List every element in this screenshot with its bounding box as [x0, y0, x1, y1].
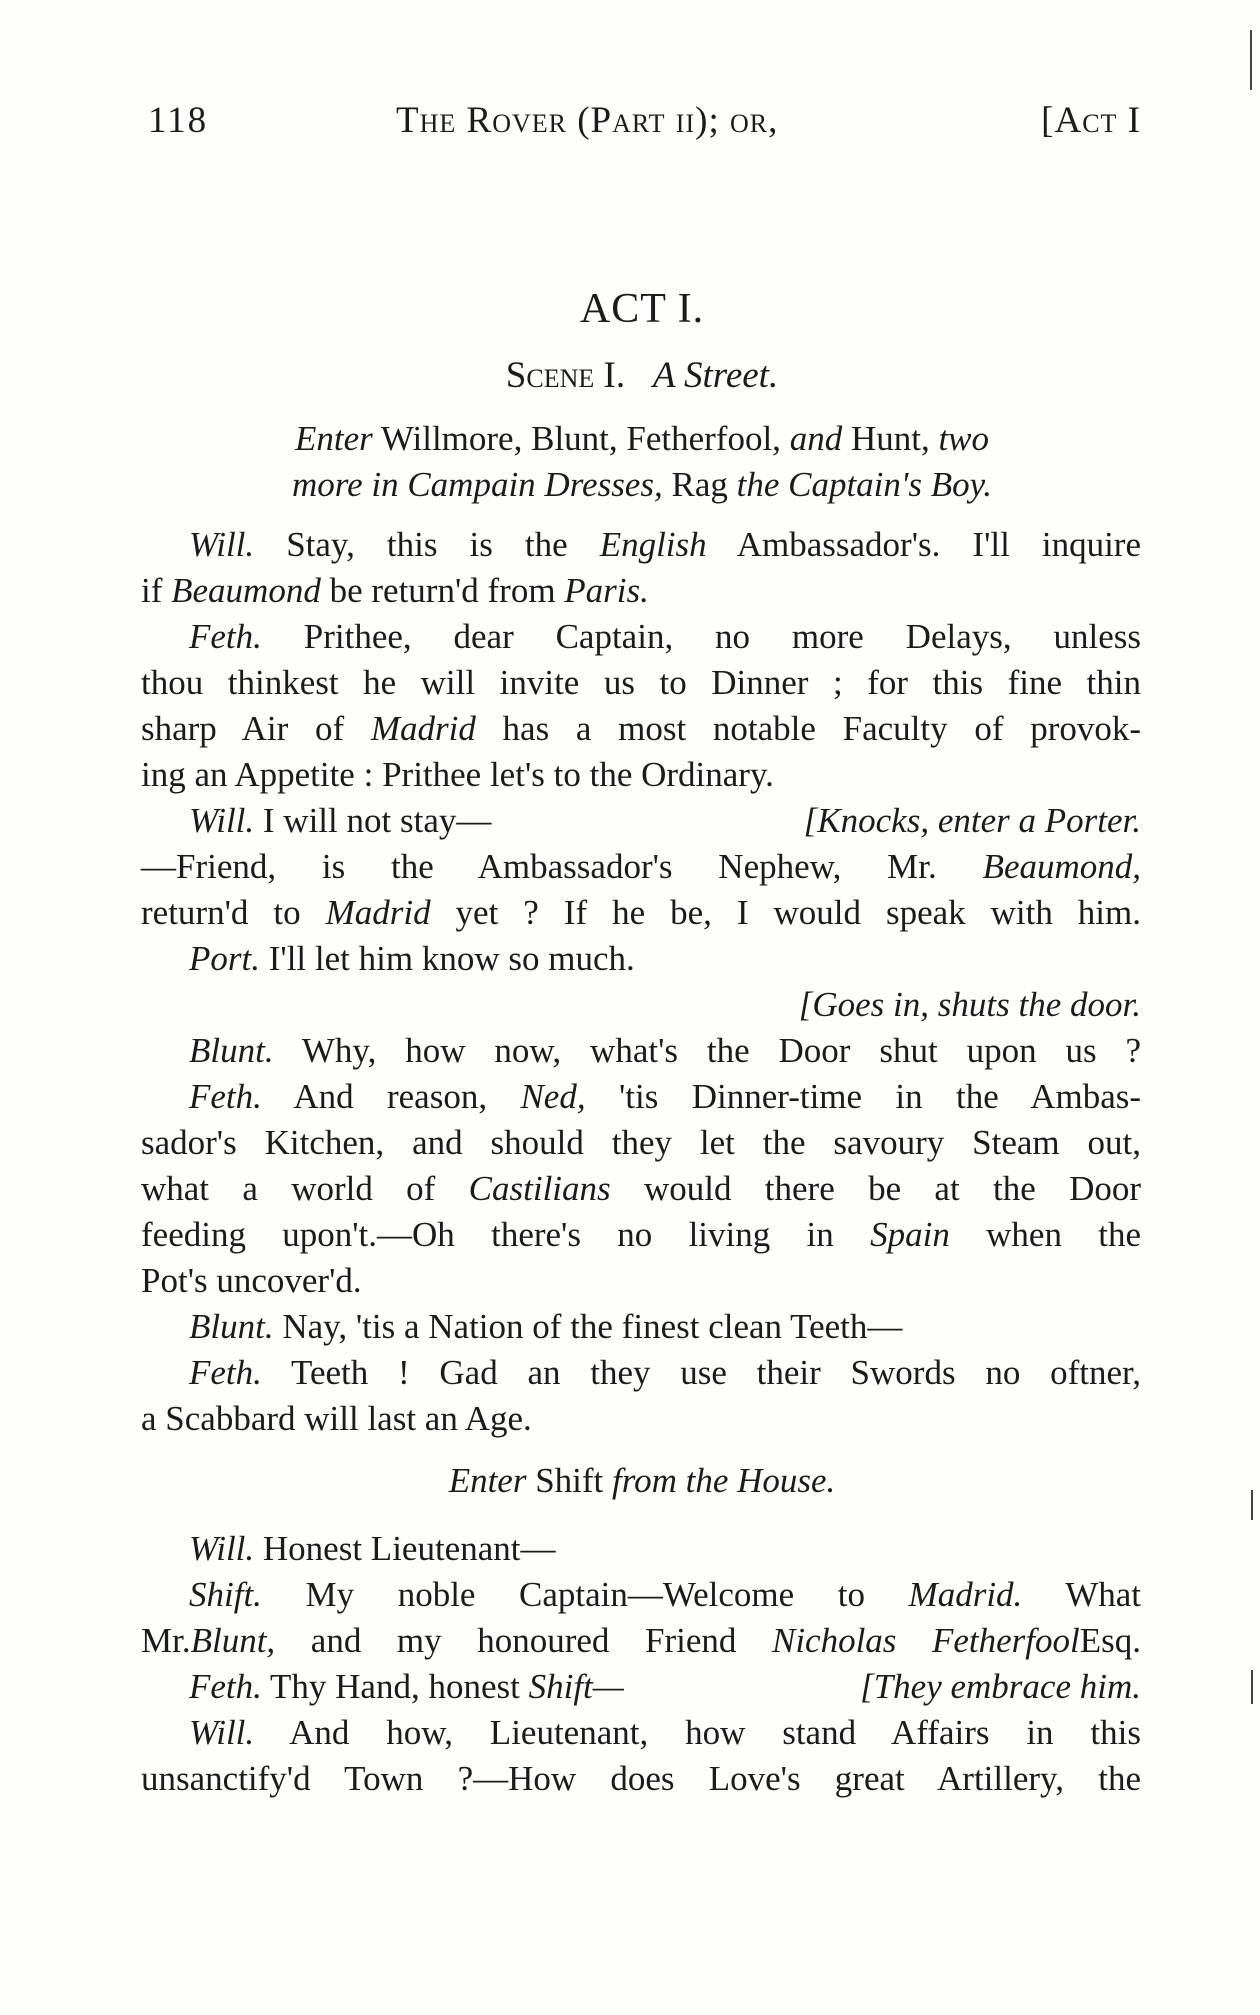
text-line — [141, 982, 1141, 1028]
text: return'd to — [141, 893, 301, 932]
text-line — [141, 1166, 1141, 1212]
sd-names: Willmore, Blunt, Fetherfool, — [380, 419, 781, 458]
text: I will not stay— — [262, 801, 492, 840]
speaker: Will. — [189, 525, 255, 564]
stage-direction: [They embrace him. — [860, 1667, 1141, 1706]
scan-edge-mark — [1251, 1670, 1253, 1704]
text: Stay, this is the — [286, 525, 568, 564]
text: if — [141, 571, 163, 610]
text: feeding upon't.—Oh there's no living in — [141, 1215, 834, 1254]
speaker: Port. — [189, 939, 260, 978]
text: And how, Lieutenant, how stand Affairs in this — [289, 1713, 1141, 1752]
sd-hunt: Hunt, — [850, 419, 930, 458]
text: sharp Air of — [141, 709, 345, 748]
text: I'll let him know so much. — [268, 939, 635, 978]
text-line: a Scabbard will last an Age. — [141, 1399, 532, 1438]
text-italic: Madrid. — [908, 1575, 1023, 1614]
text-line — [141, 1028, 1141, 1074]
text-line — [141, 1304, 1141, 1350]
sd-enter: Enter — [448, 1461, 527, 1500]
sd-enter: Enter — [294, 419, 373, 458]
text-line — [141, 706, 1141, 752]
text-line — [141, 936, 1141, 982]
text: would there be at the Door — [643, 1169, 1142, 1208]
text-line: Pot's uncover'd. — [141, 1261, 362, 1300]
text-line — [141, 844, 1141, 890]
speaker: Shift. — [189, 1575, 262, 1614]
text-line — [141, 1526, 1141, 1572]
text-italic: Beaumond — [171, 571, 321, 610]
text-italic: enter a Porter. — [937, 801, 1141, 840]
running-header — [143, 96, 1141, 146]
text: Nay, 'tis a Nation of the finest clean Teeth— — [282, 1307, 903, 1346]
page-number: 118 — [148, 100, 209, 141]
text-line — [141, 568, 1141, 614]
text-line — [141, 614, 1141, 660]
text-italic: Castilians — [468, 1169, 611, 1208]
text: What — [1065, 1575, 1142, 1614]
text-italic: Paris. — [564, 571, 649, 610]
text-line — [141, 1074, 1141, 1120]
text: and my honoured Friend — [310, 1621, 737, 1660]
text: Ambassador's. I'll inquire — [736, 525, 1141, 564]
speaker: Feth. — [189, 1667, 262, 1706]
dialogue — [189, 798, 491, 844]
text: Thy Hand, honest — [270, 1667, 520, 1706]
text: what a world of — [141, 1169, 436, 1208]
text-line — [141, 1664, 1141, 1710]
speaker: Feth. — [189, 617, 262, 656]
text-line — [141, 798, 1141, 844]
text-line: thou thinkest he will invite us to Dinner ; for this fine thin — [141, 663, 1141, 702]
running-title: The Rover (Part ii); or, — [396, 100, 779, 141]
stage-direction-shift — [143, 1458, 1141, 1504]
text-line — [141, 1350, 1141, 1396]
sd-rag: Rag — [671, 465, 728, 504]
sd-rest: from the House. — [612, 1461, 836, 1500]
text: Teeth ! Gad an they use their Swords no oftner, — [291, 1353, 1141, 1392]
text: And reason, — [293, 1077, 488, 1116]
text-italic: Ned, — [520, 1077, 586, 1116]
text-italic: Shift— — [528, 1667, 624, 1706]
speaker: Feth. — [189, 1353, 262, 1392]
text-line — [141, 1710, 1141, 1756]
dialogue-body-2 — [141, 1526, 1141, 1802]
scan-edge-mark — [1250, 30, 1252, 90]
sd-boy: the Captain's Boy. — [736, 465, 992, 504]
text-italic: English — [599, 525, 707, 564]
stage-direction-entrance — [143, 416, 1141, 508]
text: Prithee, dear Captain, no more Delays, unless — [303, 617, 1141, 656]
text-italic: Spain — [870, 1215, 950, 1254]
text-italic: [Knocks, — [803, 801, 930, 840]
sd-dresses: more in Campain Dresses, — [291, 465, 663, 504]
text: Esq. — [1079, 1621, 1141, 1660]
text: —Friend, is the Ambassador's Nephew, Mr. — [141, 847, 937, 886]
sd-and: and — [789, 419, 843, 458]
speaker: Feth. — [189, 1077, 262, 1116]
act-title: ACT I. — [579, 286, 705, 332]
text-italic: Beaumond, — [982, 847, 1142, 886]
text: Honest Lieutenant— — [262, 1529, 556, 1568]
text: when the — [986, 1215, 1142, 1254]
text-line: ing an Appetite : Prithee let's to the Ordinary. — [141, 755, 774, 794]
speaker: Will. — [189, 1713, 255, 1752]
text: My noble Captain—Welcome to — [305, 1575, 865, 1614]
text: be return'd from — [329, 571, 556, 610]
sd-two: two — [938, 419, 990, 458]
text-line — [141, 1618, 1141, 1664]
text: 'tis Dinner-time in the Ambas- — [618, 1077, 1142, 1116]
scene-number: Scene I. — [505, 355, 626, 396]
scene-heading — [143, 351, 1141, 401]
stage-direction — [804, 798, 1141, 844]
text: Why, how now, what's the Door shut upon us ? — [301, 1031, 1141, 1070]
text-italic: Madrid — [370, 709, 476, 748]
text-line: sador's Kitchen, and should they let the savoury Steam out, — [141, 1123, 1141, 1162]
speaker: Blunt. — [189, 1307, 274, 1346]
text-line — [141, 1212, 1141, 1258]
text-italic: Madrid — [325, 893, 431, 932]
stage-direction: [Goes in, shuts the door. — [798, 985, 1141, 1024]
text-italic: Blunt, — [190, 1621, 276, 1660]
scan-edge-mark — [1251, 1490, 1253, 1520]
text-line — [141, 522, 1141, 568]
dialogue — [189, 1664, 624, 1710]
text-line: unsanctify'd Town ?—How does Love's great Artillery, the — [141, 1759, 1141, 1798]
text: yet ? If he be, I would speak with him. — [455, 893, 1142, 932]
text: has a most notable Faculty of provok- — [502, 709, 1142, 748]
scene-place: A Street. — [652, 355, 779, 396]
act-marker: [Act I — [1041, 100, 1141, 141]
text-line — [141, 1572, 1141, 1618]
speaker: Blunt. — [189, 1031, 274, 1070]
text-line — [141, 890, 1141, 936]
stage-direction-line — [143, 416, 1141, 462]
dialogue-body — [141, 522, 1141, 1442]
sd-name: Shift — [535, 1461, 604, 1500]
text-italic: Nicholas Fetherfool — [771, 1621, 1080, 1660]
text: Mr. — [141, 1621, 191, 1660]
speaker: Will. — [189, 1529, 255, 1568]
stage-direction-line — [143, 462, 1141, 508]
speaker: Will. — [189, 801, 255, 840]
